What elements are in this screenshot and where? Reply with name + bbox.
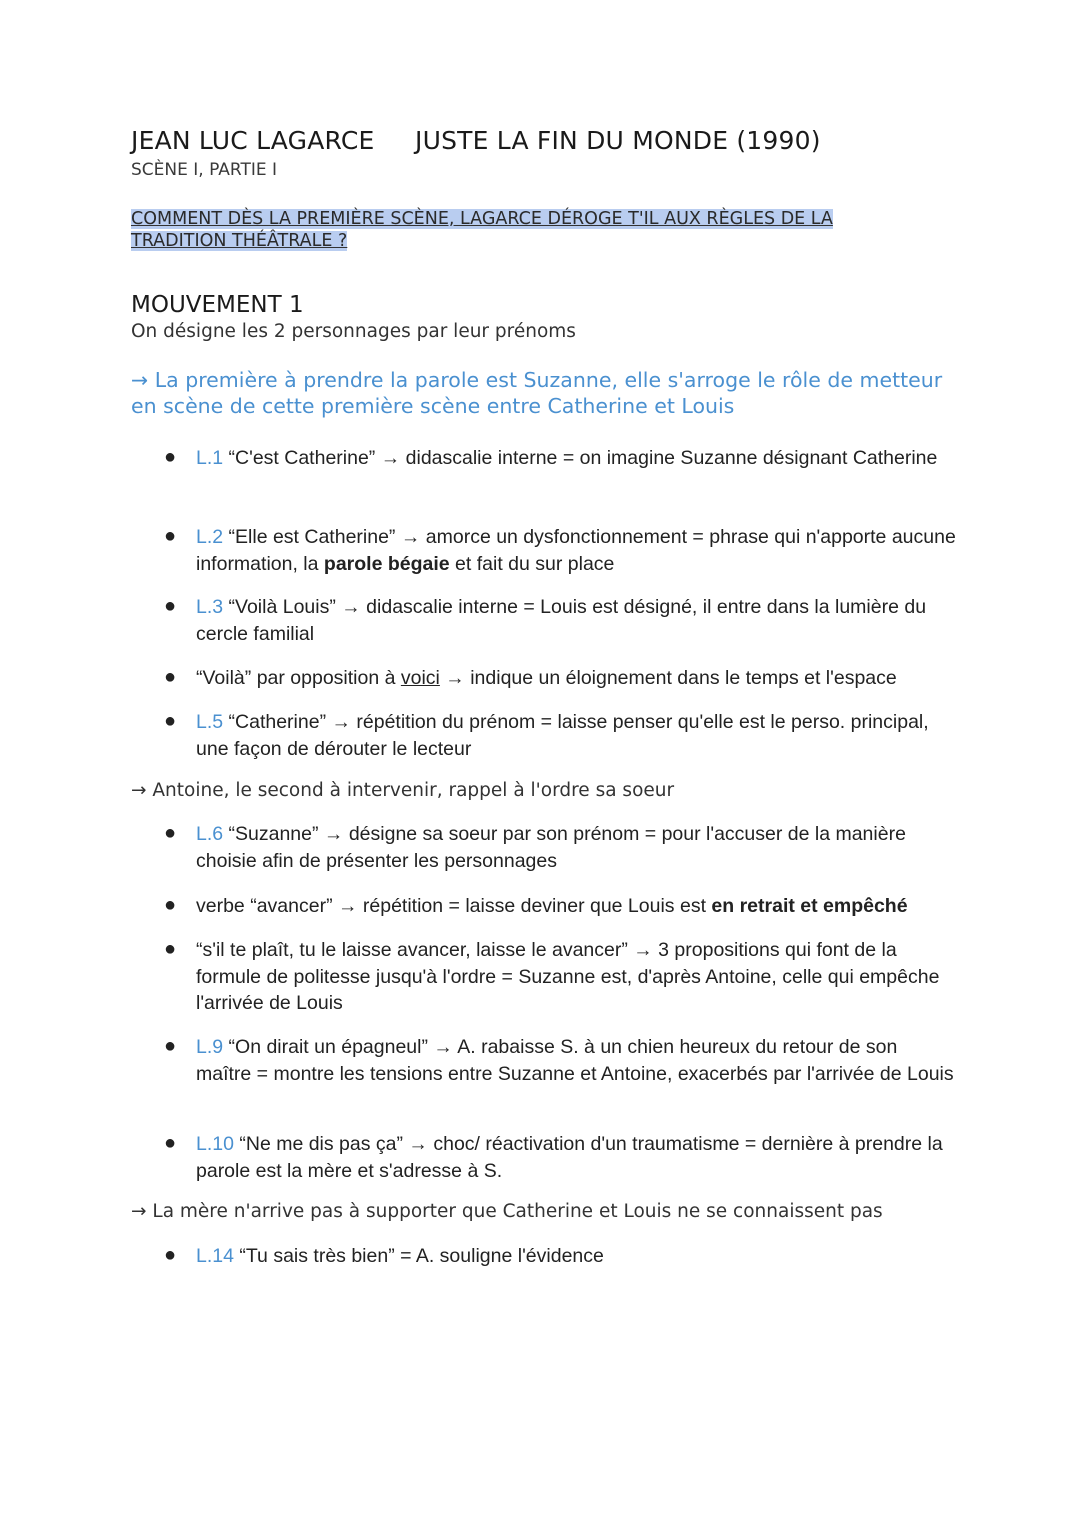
item-text: “Voilà” par opposition à — [196, 667, 401, 689]
list-item — [196, 1243, 956, 1270]
list-item — [196, 594, 956, 647]
line-ref: L.14 — [196, 1245, 234, 1267]
item-bold-text: parole bégaie — [323, 552, 450, 575]
list-item — [196, 524, 956, 577]
work-title: JUSTE LA FIN DU MONDE (1990) — [415, 126, 821, 155]
line-ref: L.5 — [196, 711, 224, 733]
line-ref: L.1 — [196, 447, 224, 469]
bullet-icon: ● — [164, 595, 177, 617]
item-text: → indique un éloignement dans le temps et l'espace — [439, 667, 897, 689]
line-ref: L.2 — [196, 526, 224, 548]
highlighted-question: COMMENT DÈS LA PREMIÈRE SCÈNE, LAGARCE DÉROGE T'IL AUX RÈGLES DE LA TRADITION THÉÂTRALE ? — [131, 209, 833, 251]
bullet-icon: ● — [164, 1035, 177, 1057]
author-heading: JEAN LUC LAGARCE — [131, 126, 375, 155]
movement-intro-suzanne: → La première à prendre la parole est Suzanne, elle s'arroge le rôle de metteur en scène de cette première scène entre Catherine et Louis — [131, 368, 943, 418]
line-ref: L.10 — [196, 1133, 234, 1155]
bullet-icon: ● — [164, 525, 177, 547]
item-underlined-text: voici — [400, 667, 440, 689]
bullet-icon: ● — [164, 894, 177, 916]
bullet-icon: ● — [164, 446, 177, 468]
list-item — [196, 709, 956, 762]
movement-intro-mere: → La mère n'arrive pas à supporter que Catherine et Louis ne se connaissent pas — [131, 1201, 883, 1222]
bullet-icon: ● — [164, 822, 177, 844]
list-item — [196, 445, 956, 472]
item-text: verbe “avancer” → répétition = laisse deviner que Louis est — [196, 895, 712, 917]
scene-subtitle: SCÈNE I, PARTIE I — [131, 160, 278, 180]
list-item — [196, 937, 956, 1017]
item-text: “Catherine” → répétition du prénom = laisse penser qu'elle est le perso. principal, une façon de dérouter le lecteur — [196, 711, 929, 760]
bullet-icon: ● — [164, 710, 177, 732]
line-ref: L.6 — [196, 823, 224, 845]
bullet-icon: ● — [164, 666, 177, 688]
list-item — [196, 821, 956, 874]
list-item — [196, 1034, 956, 1087]
item-text: “s'il te plaît, tu le laisse avancer, laisse le avancer” → 3 propositions qui font de la formule de politesse jusqu'à l'ordre = Suzanne est, d'après Antoine, celle qui empêche l'arrivée de Louis — [196, 939, 940, 1014]
item-text: “Ne me dis pas ça” → choc/ réactivation d'un traumatisme = dernière à prendre la parole est la mère et s'adresse à S. — [196, 1133, 943, 1182]
line-ref: L.3 — [196, 596, 224, 618]
bullet-icon: ● — [164, 938, 177, 960]
bullet-icon: ● — [164, 1244, 177, 1266]
item-text: “Suzanne” → désigne sa soeur par son prénom = pour l'accuser de la manière choisie afin de présenter les personnages — [196, 823, 906, 872]
item-text: “C'est Catherine” → didascalie interne = on imagine Suzanne désignant Catherine — [223, 447, 938, 469]
item-text: et fait du sur place — [449, 552, 615, 575]
item-text: “On dirait un épagneul” → A. rabaisse S. à un chien heureux du retour de son maître = montre les tensions entre Suzanne et Antoine, exacerbés par l'arrivée de Louis — [196, 1036, 954, 1085]
item-text: “Tu sais très bien” = A. souligne l'évidence — [233, 1245, 604, 1267]
movement-subtitle: On désigne les 2 personnages par leur prénoms — [131, 321, 576, 342]
list-item — [196, 665, 956, 692]
bullet-icon: ● — [164, 1132, 177, 1154]
problematic-question — [131, 208, 891, 252]
list-item — [196, 893, 956, 920]
item-text: “Voilà Louis” → didascalie interne = Louis est désigné, il entre dans la lumière du cercle familial — [196, 596, 927, 645]
movement-intro-antoine: → Antoine, le second à intervenir, rappel à l'ordre sa soeur — [131, 780, 675, 801]
movement-title: MOUVEMENT 1 — [131, 292, 304, 318]
item-text: “Elle est Catherine” → amorce un dysfonctionnement = phrase qui n'apporte aucune information, la — [196, 526, 956, 575]
list-item — [196, 1131, 956, 1184]
item-bold-text: en retrait et empêché — [711, 895, 908, 917]
line-ref: L.9 — [196, 1036, 224, 1058]
